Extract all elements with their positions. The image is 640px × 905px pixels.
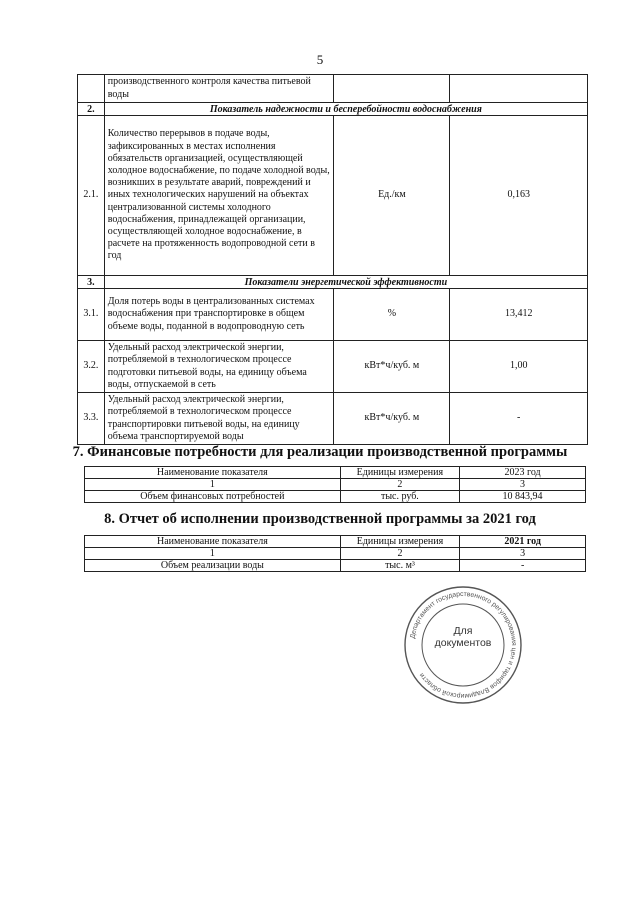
column-index: 1 — [85, 479, 341, 491]
value-cell: 1,00 — [450, 341, 588, 393]
row-number: 3.2. — [78, 341, 105, 393]
table-index-row — [85, 479, 586, 491]
table-row — [85, 560, 586, 572]
program-report-table — [84, 535, 586, 572]
value-cell: - — [460, 560, 586, 572]
unit-cell: Ед./км — [334, 116, 450, 276]
unit-cell: кВт*ч/куб. м — [334, 341, 450, 393]
column-header: Единицы измерения — [340, 467, 459, 479]
page-number: 5 — [316, 52, 324, 67]
indicator-name: Количество перерывов в подаче воды, зафиксированных в местах исполнения обязательств организацией, осуществляющей холодное водоснабжение, по подаче холодной воды, возникших в результате аварий, повреждений и иных технологических нарушений на объектах централизованной системы холодного водоснабжения, принадлежащей организации, осуществляющей холодное водоснабжение, в расчете на протяженность водопроводной сети в год — [104, 116, 334, 276]
value-cell: - — [450, 393, 588, 445]
value-cell — [450, 75, 588, 103]
column-index: 2 — [340, 548, 459, 560]
value-cell: 13,412 — [450, 289, 588, 341]
row-number: 3.1. — [78, 289, 105, 341]
section-title: Показатели энергетической эффективности — [104, 276, 587, 289]
unit-cell: % — [334, 289, 450, 341]
table-header-row — [85, 536, 586, 548]
value-cell: 10 843,94 — [460, 491, 586, 503]
table-row — [78, 393, 588, 445]
column-index: 2 — [340, 479, 459, 491]
indicator-name: Удельный расход электрической энергии, потребляемой в технологическом процессе подготовки питьевой воды, на единицу объема воды, отпускаемой в сеть — [104, 341, 334, 393]
row-number: 3.3. — [78, 393, 105, 445]
column-header: 2023 год — [460, 467, 586, 479]
section-row — [78, 103, 588, 116]
section-number: 2. — [78, 103, 105, 116]
column-header: Наименование показателя — [85, 467, 341, 479]
stamp-line-2: документов — [434, 637, 492, 649]
section-title: Показатель надежности и бесперебойности водоснабжения — [104, 103, 587, 116]
column-index: 3 — [460, 548, 586, 560]
section-row — [78, 276, 588, 289]
section-number: 3. — [78, 276, 105, 289]
column-index: 1 — [85, 548, 341, 560]
table-header-row — [85, 467, 586, 479]
table-row — [78, 289, 588, 341]
indicator-name: Удельный расход электрической энергии, потребляемой в технологическом процессе транспортировки питьевой воды, на единицу объема транспортируемой воды — [104, 393, 334, 445]
indicator-name: Объем финансовых потребностей — [85, 491, 341, 503]
table-row — [78, 75, 588, 103]
table-row — [78, 116, 588, 276]
unit-cell: кВт*ч/куб. м — [334, 393, 450, 445]
column-header: Наименование показателя — [85, 536, 341, 548]
stamp-ring-text: Департамент государственного регулирования цен и тарифов Владимирской области — [409, 590, 518, 700]
financial-needs-table — [84, 466, 586, 503]
value-cell: 0,163 — [450, 116, 588, 276]
column-index: 3 — [460, 479, 586, 491]
section-8-heading: 8. Отчет об исполнении производственной программы за 2021 год — [104, 511, 536, 527]
column-header: 2021 год — [460, 536, 586, 548]
stamp-label — [403, 625, 523, 649]
table-row — [85, 491, 586, 503]
unit-cell: тыс. руб. — [340, 491, 459, 503]
indicator-name: Объем реализации воды — [85, 560, 341, 572]
row-number — [78, 75, 105, 103]
column-header: Единицы измерения — [340, 536, 459, 548]
stamp-line-1: Для — [453, 625, 473, 637]
section-7-heading: 7. Финансовые потребности для реализации производственной программы — [72, 444, 568, 460]
indicators-table — [77, 74, 588, 445]
table-index-row — [85, 548, 586, 560]
row-number: 2.1. — [78, 116, 105, 276]
unit-cell: тыс. м³ — [340, 560, 459, 572]
table-row — [78, 341, 588, 393]
unit-cell — [334, 75, 450, 103]
indicator-name: производственного контроля качества питьевой воды — [104, 75, 334, 103]
indicator-name: Доля потерь воды в централизованных системах водоснабжения при транспортировке в общем объеме воды, поданной в водопроводную сеть — [104, 289, 334, 341]
